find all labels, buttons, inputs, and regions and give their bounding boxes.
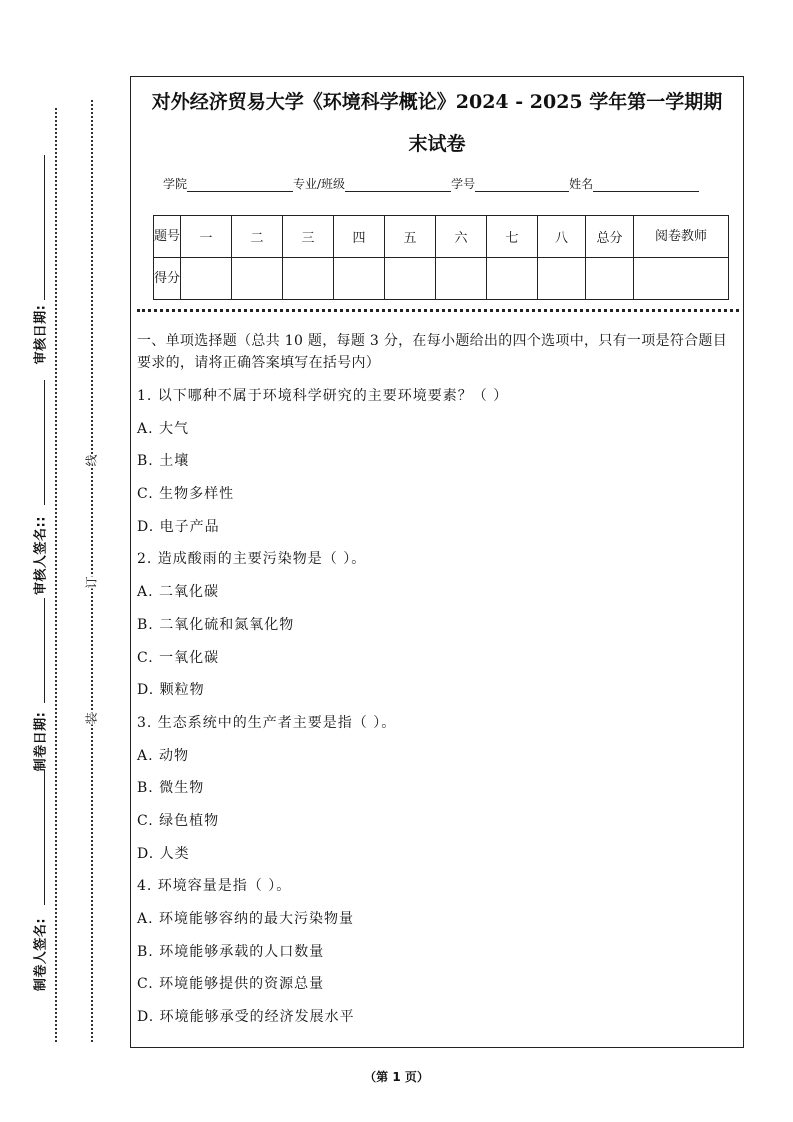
score-row-label: 得分 xyxy=(154,258,181,300)
question-1 xyxy=(137,384,735,547)
question-option: A. 动物 xyxy=(137,747,190,764)
question-option: A. 大气 xyxy=(137,420,190,437)
cut-word-bind: 订 xyxy=(81,576,102,588)
question-2 xyxy=(137,547,735,710)
score-cell[interactable] xyxy=(538,258,586,300)
creation-date-underline xyxy=(44,598,45,703)
student-info-row xyxy=(163,175,723,192)
question-stem: 2. 造成酸雨的主要污染物是（ ）。 xyxy=(137,551,367,568)
question-option: D. 电子产品 xyxy=(137,518,220,535)
college-label: 学院 xyxy=(163,177,188,191)
question-stem: 3. 生态系统中的生产者主要是指（ ）。 xyxy=(137,714,397,731)
score-cell[interactable] xyxy=(385,258,436,300)
question-number-label: 题号 xyxy=(154,216,181,258)
question-option: A. 二氧化碳 xyxy=(137,584,220,601)
section-1-heading: 一、单项选择题（总共 10 题，每题 3 分，在每小题给出的四个选项中，只有一项是符合题目要求的，请将正确答案填写在括号内） xyxy=(137,333,728,371)
reviewer-underline xyxy=(44,380,45,505)
question-option: C. 一氧化碳 xyxy=(137,649,220,666)
score-col-8: 八 xyxy=(538,216,586,258)
question-option: C. 生物多样性 xyxy=(137,486,235,503)
name-field[interactable] xyxy=(593,179,699,192)
score-cell[interactable] xyxy=(334,258,385,300)
review-date-label: 审核日期: xyxy=(33,304,49,365)
question-option: D. 环境能够承受的经济发展水平 xyxy=(137,1009,355,1026)
score-cell[interactable] xyxy=(232,258,283,300)
question-option: D. 人类 xyxy=(137,845,190,862)
question-stem: 4. 环境容量是指（ ）。 xyxy=(137,878,292,895)
question-option: C. 绿色植物 xyxy=(137,812,220,829)
exam-title xyxy=(131,81,743,165)
question-option: C. 环境能够提供的资源总量 xyxy=(137,976,325,993)
creation-date-label: 制卷日期: xyxy=(33,711,49,772)
college-field[interactable] xyxy=(187,179,293,192)
exam-title-line2: 末试卷 xyxy=(408,133,466,155)
cut-word-line: 线 xyxy=(81,454,102,466)
question-option: B. 环境能够承载的人口数量 xyxy=(137,943,325,960)
score-col-4: 四 xyxy=(334,216,385,258)
cut-word-pack: 装 xyxy=(81,712,102,724)
reviewer-signature-label: 审核人签名:: xyxy=(33,516,49,595)
score-cell[interactable] xyxy=(181,258,232,300)
dotted-separator xyxy=(137,309,739,312)
major-class-field[interactable] xyxy=(345,179,451,192)
question-option: B. 土壤 xyxy=(137,453,190,470)
score-col-6: 六 xyxy=(436,216,487,258)
student-id-label: 学号 xyxy=(451,177,476,191)
question-option: B. 二氧化硫和氮氧化物 xyxy=(137,616,295,633)
creator-signature-label: 制卷人签名: xyxy=(33,917,49,992)
grading-teacher-label: 阅卷教师 xyxy=(634,216,729,258)
score-col-3: 三 xyxy=(283,216,334,258)
inner-dotted-line xyxy=(91,100,93,1042)
score-col-7: 七 xyxy=(487,216,538,258)
section-1 xyxy=(137,330,735,1038)
score-table-score-row xyxy=(154,258,729,300)
question-option: D. 颗粒物 xyxy=(137,682,205,699)
creator-underline xyxy=(44,770,45,905)
score-table xyxy=(153,215,729,300)
binding-sidebar xyxy=(0,0,128,1122)
question-stem: 1. 以下哪种不属于环境科学研究的主要环境要素？（ ） xyxy=(137,388,509,404)
score-cell[interactable] xyxy=(436,258,487,300)
score-cell[interactable] xyxy=(283,258,334,300)
exam-frame xyxy=(130,76,744,1048)
name-label: 姓名 xyxy=(569,177,594,191)
question-4 xyxy=(137,874,735,1037)
score-col-2: 二 xyxy=(232,216,283,258)
score-table-header-row xyxy=(154,216,729,258)
page-number: （第 1 页） xyxy=(364,1070,429,1084)
outer-dotted-line xyxy=(55,108,57,1042)
score-cell[interactable] xyxy=(487,258,538,300)
score-cell-total[interactable] xyxy=(586,258,634,300)
exam-title-line1: 对外经济贸易大学《环境科学概论》2024 - 2025 学年第一学期期 xyxy=(151,91,723,113)
question-3 xyxy=(137,711,735,874)
review-date-underline xyxy=(44,155,45,300)
score-col-1: 一 xyxy=(181,216,232,258)
question-option: B. 微生物 xyxy=(137,780,205,797)
score-col-total: 总分 xyxy=(586,216,634,258)
student-id-field[interactable] xyxy=(475,179,569,192)
score-col-5: 五 xyxy=(385,216,436,258)
teacher-signature-cell[interactable] xyxy=(634,258,729,300)
major-class-label: 专业/班级 xyxy=(293,177,346,191)
question-option: A. 环境能够容纳的最大污染物量 xyxy=(137,911,355,927)
